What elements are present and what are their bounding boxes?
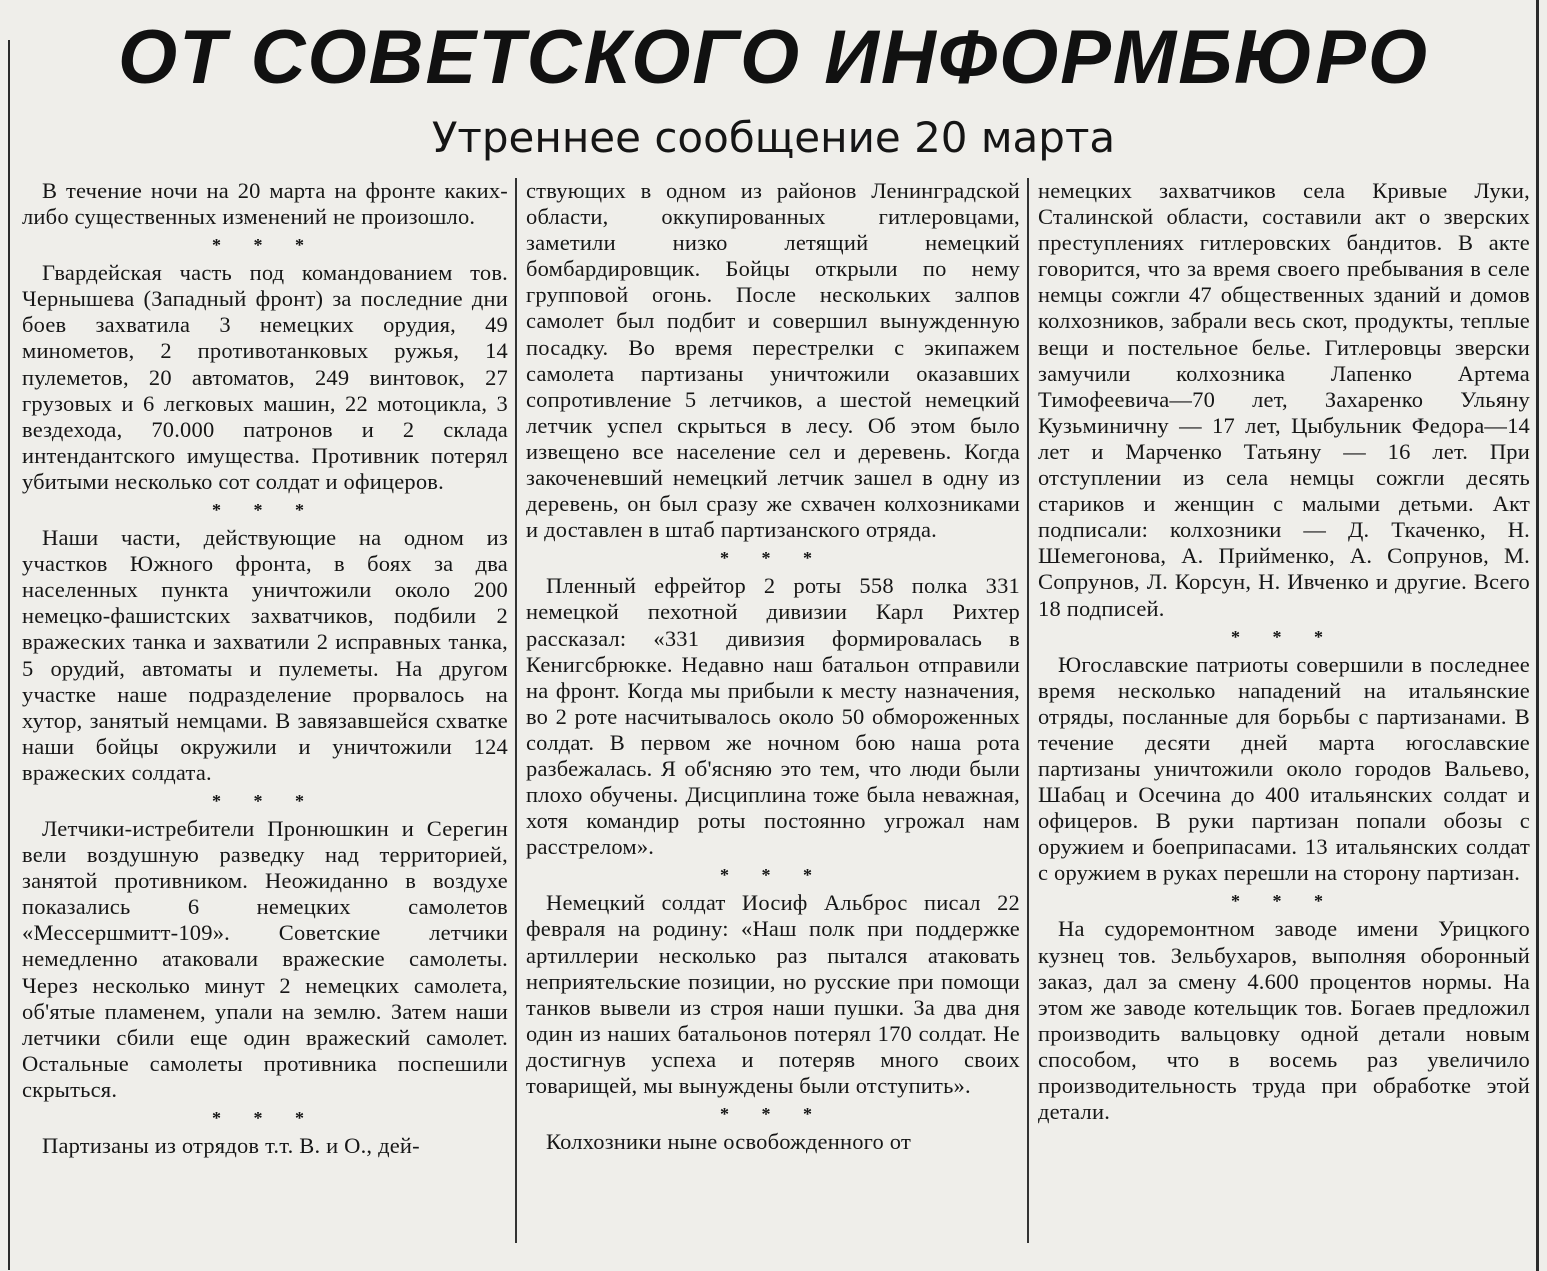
- paragraph: немецких захватчиков села Кривые Луки, Сталинской области, составили акт о зверских преступлениях гитлеровских бандитов. В акте говорится, что за время своего пребывания в селе немцы сожгли 47 общественных зданий и домов колхозников, забрали весь скот, продукты, теплые вещи и постельное белье. Гитлеровцы зверски замучили колхозника Лапенко Артема Тимофеевича—70 лет, Захаренко Ульяну Кузьминичну — 17 лет, Цыбульник Федора—14 лет и Марченко Татьяну — 16 лет. При отступлении из села немцы сожгли десять стариков и женщин с малыми детьми. Акт подписали: колхозники — Д. Ткаченко, Н. Шемегонова, А. Прийменко, А. Сопрунов, М. Сопрунов, Л. Корсун, Н. Ивченко и другие. Всего 18 подписей.: [1038, 178, 1530, 621]
- section-separator: * * *: [720, 548, 826, 569]
- section-separator: * * *: [212, 1108, 318, 1128]
- paragraph: Немецкий солдат Иосиф Альброс писал 22 февраля на родину: «Наш полк при поддержке артиллерии несколько раз пытался атаковать неприятельские позиции, но русские при помощи танков вывели из строя наши пушки. За два дня один из наших батальонов потерял 170 солдат. Не достигнув успеха и потеряв много своих товарищей, мы вынуждены были отступить».: [526, 890, 1020, 1098]
- section-separator: * * *: [212, 235, 318, 256]
- column-3: [1038, 178, 1530, 1248]
- page-title: ОТ СОВЕТСКОГО ИНФОРМБЮРО: [117, 15, 1430, 100]
- paragraph: Партизаны из отрядов т.т. В. и О., дей-: [42, 1133, 420, 1158]
- section-separator: * * *: [212, 500, 318, 521]
- paragraph: Колхозники ныне освобожденного от: [546, 1129, 911, 1155]
- paragraph: ствующих в одном из районов Ленинградской области, оккупированных гитлеровцами, заметили низко летящий немецкий бомбардировщик. Бойцы открыли по нему групповой огонь. После нескольких залпов самолет был подбит и совершил вынужденную посадку. Во время перестрелки с экипажем самолета партизаны уничтожили оказавших сопротивление 5 летчиков, а шестой немецкий летчик успел скрыться в лесу. Об этом было извещено все население сел и деревень. Когда закоченевший немецкий летчик зашел в одну из деревень, он был сразу же схвачен колхозниками и доставлен в штаб партизанского отряда.: [526, 178, 1020, 543]
- column-1: [22, 178, 508, 1248]
- section-separator: * * *: [1231, 626, 1337, 647]
- paragraph: На судоремонтном заводе имени Урицкого кузнец тов. Зельбухаров, выполняя оборонный заказ, дал за смену 4.600 процентов нормы. На этом же заводе котельщик тов. Богаев предложил производить вальцовку одной детали новым способом, что в восемь раз увеличило производительность труда при обработке этой детали.: [1038, 916, 1530, 1125]
- paragraph: Наши части, действующие на одном из участков Южного фронта, в боях за два населенных пункта уничтожили около 200 немецко-фашистских захватчиков, подбили 2 вражеских танка и захватили 2 исправных танка, 5 орудий, автоматы и пулеметы. На другом участке наше подразделение прорвалось на хутор, занятый немцами. В завязавшейся схватке наши бойцы окружили и уничтожили 124 вражеских солдата.: [22, 525, 508, 785]
- paragraph: Гвардейская часть под командованием тов. Чернышева (Западный фронт) за последние дни боев захватила 3 немецких орудия, 49 минометов, 2 противотанковых ружья, 14 пулеметов, 20 автоматов, 249 винтовок, 27 грузовых и 6 легковых машин, 22 мотоцикла, 3 вездехода, 70.000 патронов и 2 склада интендантского имущества. Противник потерял убитыми несколько сот солдат и офицеров.: [22, 260, 508, 494]
- right-border-rule: [1536, 0, 1539, 1271]
- paragraph: В течение ночи на 20 марта на фронте каких-либо существенных изменений не произошло.: [22, 178, 508, 230]
- column-divider: [1027, 178, 1029, 1243]
- section-separator: * * *: [212, 790, 318, 811]
- page-subtitle: Утреннее сообщение 20 марта: [431, 113, 1116, 162]
- left-border-rule: [8, 40, 10, 1270]
- paragraph: Пленный ефрейтор 2 роты 558 полка 331 немецкой пехотной дивизии Карл Рихтер рассказал: «331 дивизия формировалась в Кенигсбрюкке. Недавно наш батальон отправили на фронт. Когда мы прибыли к месту назначения, во 2 роте насчитывалось около 50 обмороженных солдат. В первом же ночном бою наша рота разбежалась. Я об'ясняю это тем, что люди были плохо обучены. Дисциплина тоже была неважная, хотя командир роты постоянно угрожал нам расстрелом».: [526, 573, 1020, 860]
- section-separator: * * *: [720, 1104, 826, 1125]
- column-divider: [515, 178, 517, 1243]
- section-separator: * * *: [1231, 891, 1337, 912]
- paragraph: Югославские патриоты совершили в последнее время несколько нападений на итальянские отряды, посланные для борьбы с партизанами. В течение десяти дней марта югославские партизаны уничтожили около городов Вальево, Шабац и Осечина до 400 итальянских солдат и офицеров. В руки партизан попали обозы с оружием и боеприпасами. 13 итальянских солдат с оружием в руках перешли на сторону партизан.: [1038, 651, 1530, 886]
- paragraph: Летчики-истребители Пронюшкин и Серегин вели воздушную разведку над территорией, занятой противником. Неожиданно в воздухе показались 6 немецких самолетов «Мессершмитт-109». Советские летчики немедленно атаковали вражеские самолеты. Через несколько минут 2 немецких самолета, об'ятые пламенем, упали на землю. Затем наши летчики сбили еще один вражеский самолет. Остальные самолеты противника поспешили скрыться.: [22, 815, 508, 1102]
- section-separator: * * *: [720, 865, 826, 886]
- column-2: [526, 178, 1020, 1248]
